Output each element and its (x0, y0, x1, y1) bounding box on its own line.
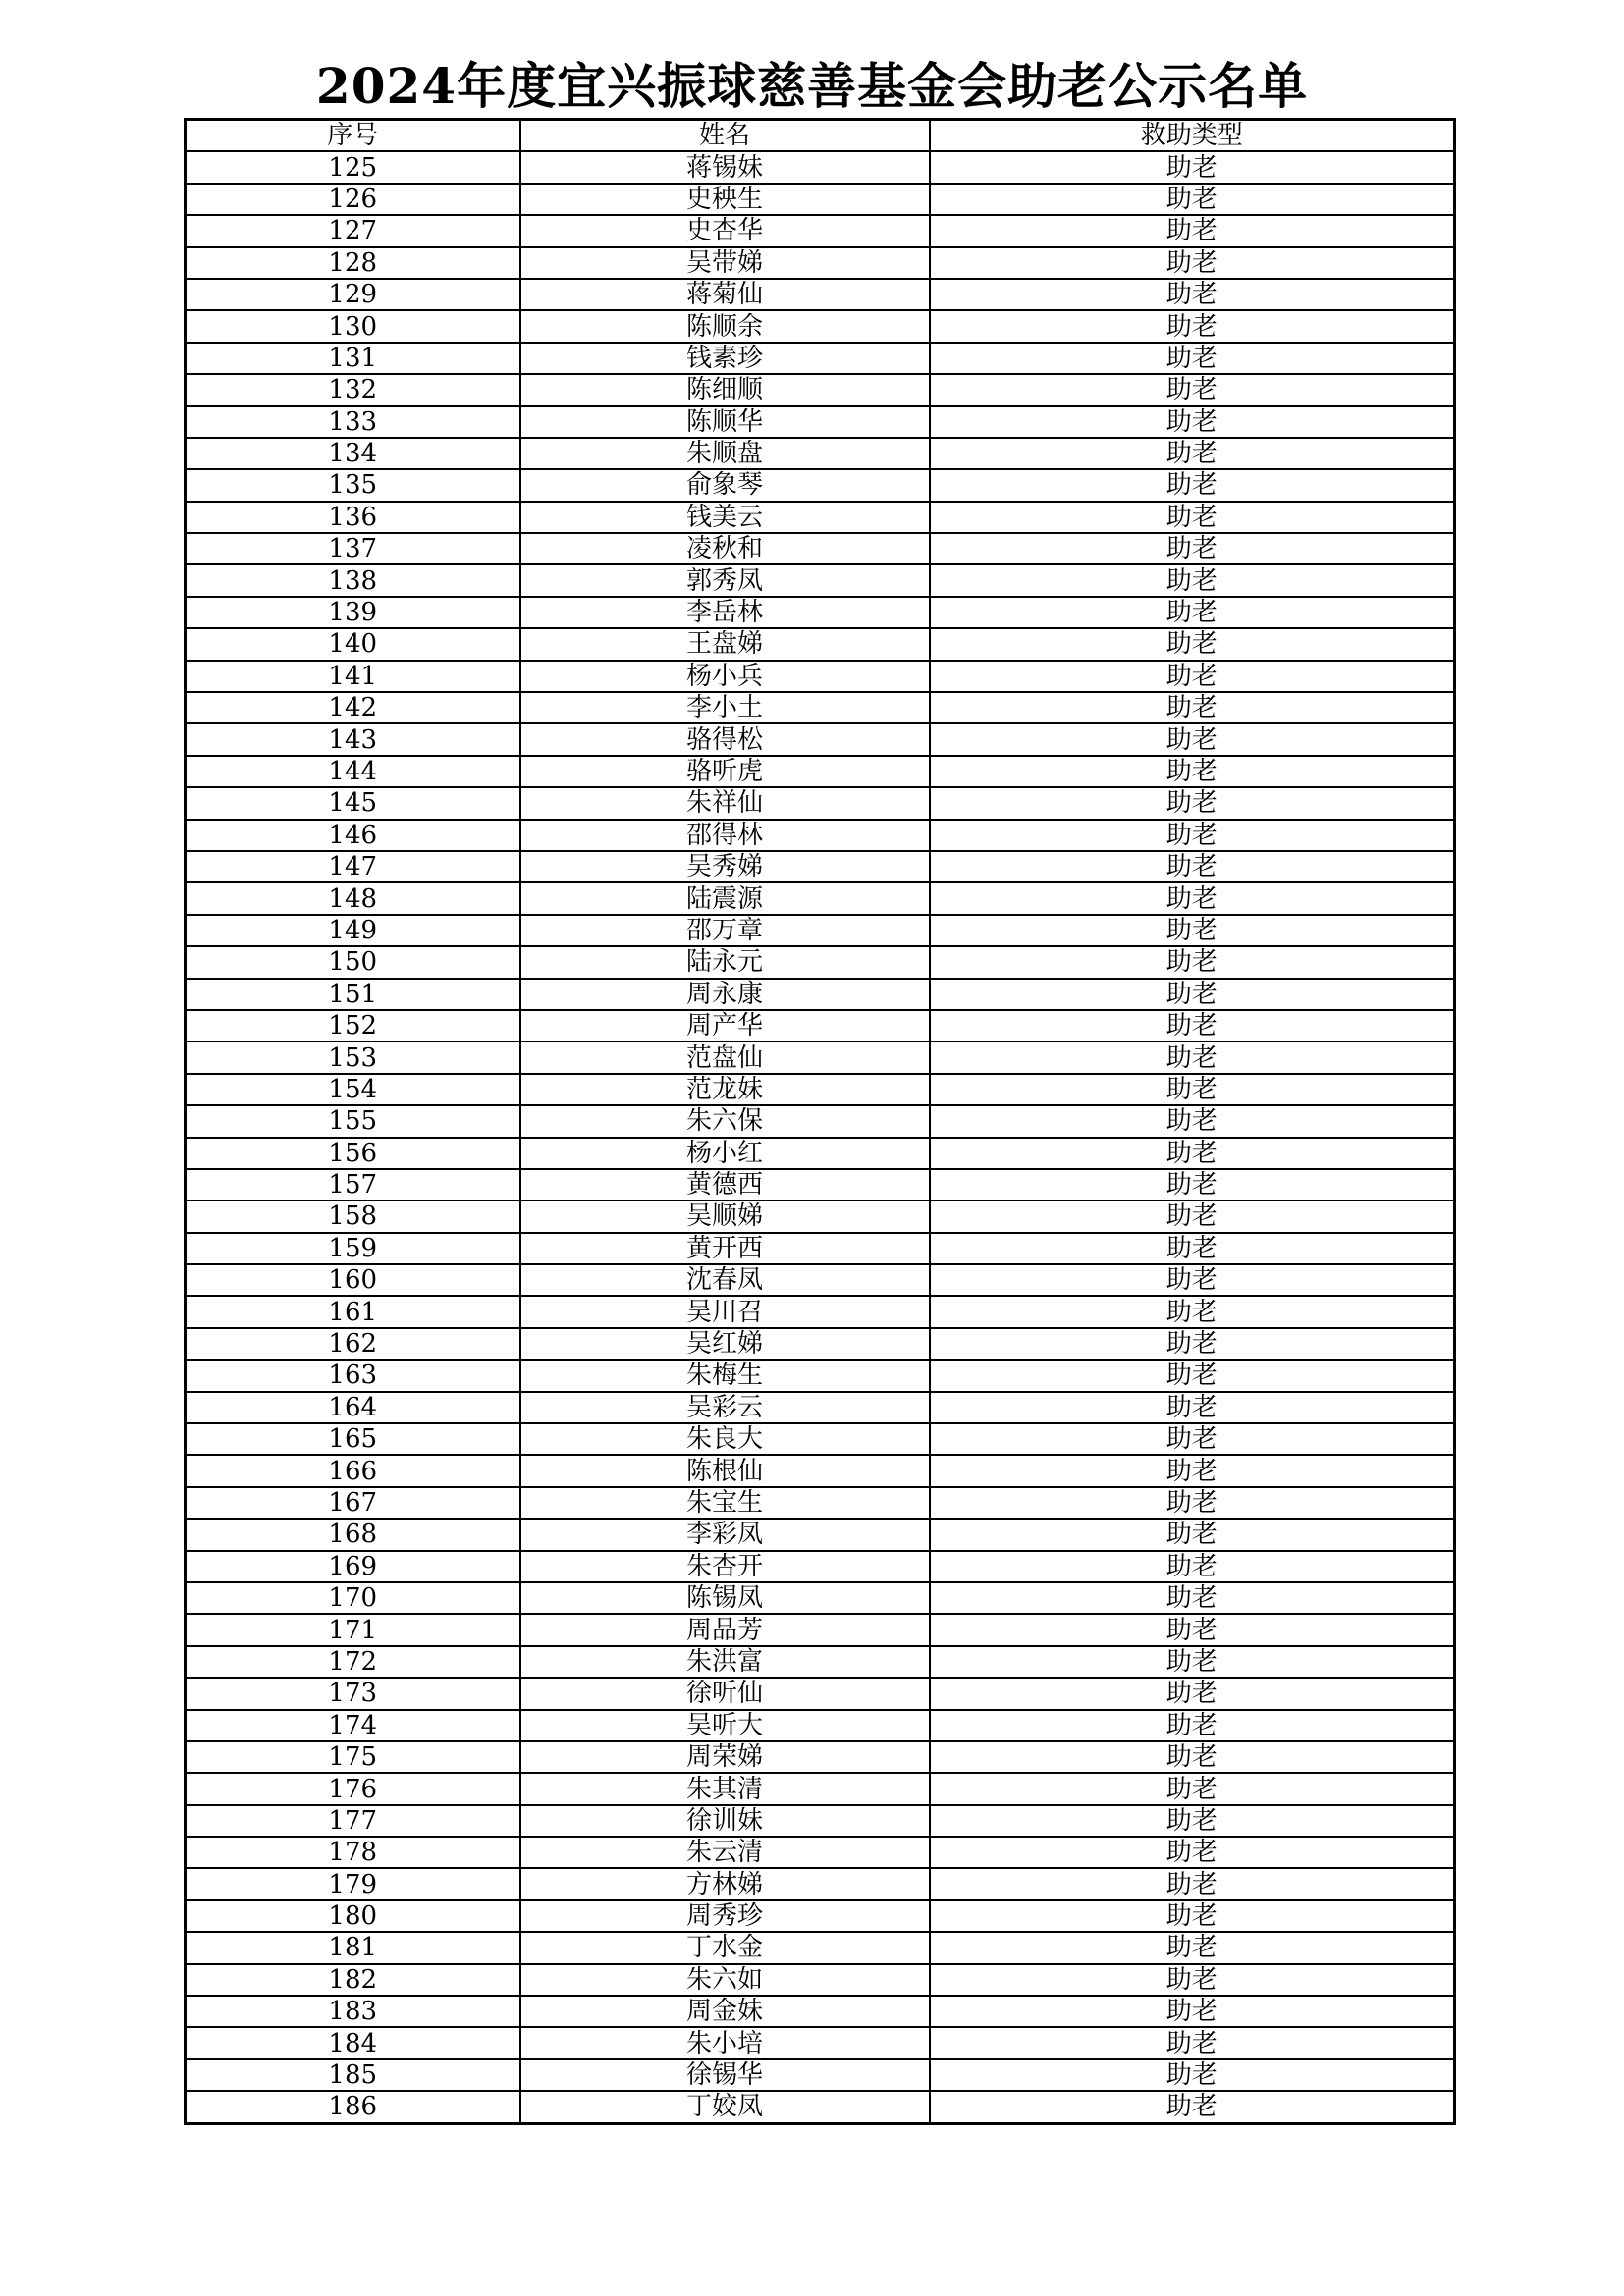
table-row (186, 215, 1455, 246)
row-index: 182 (186, 1964, 520, 1996)
row-index: 171 (186, 1614, 520, 1645)
row-index: 156 (186, 1138, 520, 1169)
row-aid-type: 助老 (930, 1105, 1455, 1137)
row-aid-type: 助老 (930, 946, 1455, 978)
row-name: 朱良大 (520, 1423, 930, 1455)
row-name: 周品芳 (520, 1614, 930, 1645)
row-name: 朱洪富 (520, 1646, 930, 1678)
row-index: 163 (186, 1360, 520, 1391)
row-index: 131 (186, 343, 520, 374)
table-row (186, 1964, 1455, 1996)
row-index: 164 (186, 1392, 520, 1423)
row-index: 151 (186, 979, 520, 1010)
row-aid-type: 助老 (930, 1646, 1455, 1678)
row-aid-type: 助老 (930, 787, 1455, 819)
row-name: 凌秋和 (520, 533, 930, 564)
table-row (186, 1296, 1455, 1327)
row-index: 135 (186, 469, 520, 501)
table-row (186, 851, 1455, 882)
row-aid-type: 助老 (930, 406, 1455, 438)
row-name: 徐训妹 (520, 1805, 930, 1837)
row-aid-type: 助老 (930, 1169, 1455, 1201)
table-row (186, 1996, 1455, 2027)
row-name: 邵万章 (520, 915, 930, 946)
row-name: 周永康 (520, 979, 930, 1010)
row-name: 丁姣凤 (520, 2091, 930, 2123)
table-row (186, 1678, 1455, 1709)
row-index: 136 (186, 502, 520, 533)
row-index: 154 (186, 1074, 520, 1105)
row-aid-type: 助老 (930, 851, 1455, 882)
table-row (186, 1646, 1455, 1678)
header-aid-type: 救助类型 (930, 120, 1455, 152)
row-aid-type: 助老 (930, 1519, 1455, 1550)
table-row (186, 882, 1455, 914)
row-aid-type: 助老 (930, 1932, 1455, 1963)
row-index: 178 (186, 1837, 520, 1868)
table-row (186, 469, 1455, 501)
table-row (186, 1041, 1455, 1073)
row-aid-type: 助老 (930, 2027, 1455, 2058)
row-index: 175 (186, 1741, 520, 1773)
row-aid-type: 助老 (930, 2059, 1455, 2091)
table-row (186, 915, 1455, 946)
table-row (186, 1868, 1455, 1899)
table-row (186, 2091, 1455, 2123)
row-index: 126 (186, 184, 520, 215)
table-row (186, 597, 1455, 628)
row-name: 沈春凤 (520, 1264, 930, 1296)
table-row (186, 2027, 1455, 2058)
row-name: 吴红娣 (520, 1328, 930, 1360)
row-name: 杨小兵 (520, 661, 930, 692)
row-aid-type: 助老 (930, 628, 1455, 660)
table-row (186, 564, 1455, 596)
table-row (186, 1519, 1455, 1550)
row-index: 138 (186, 564, 520, 596)
row-aid-type: 助老 (930, 1678, 1455, 1709)
row-index: 158 (186, 1201, 520, 1232)
row-name: 骆听虎 (520, 756, 930, 787)
row-index: 162 (186, 1328, 520, 1360)
row-name: 范龙妹 (520, 1074, 930, 1105)
table-row (186, 1138, 1455, 1169)
row-aid-type: 助老 (930, 1138, 1455, 1169)
row-name: 周荣娣 (520, 1741, 930, 1773)
row-aid-type: 助老 (930, 247, 1455, 279)
row-index: 165 (186, 1423, 520, 1455)
table-row (186, 628, 1455, 660)
table-row (186, 1773, 1455, 1804)
row-index: 139 (186, 597, 520, 628)
table-row (186, 438, 1455, 469)
row-aid-type: 助老 (930, 1074, 1455, 1105)
row-name: 朱杏开 (520, 1551, 930, 1582)
row-name: 陈根仙 (520, 1455, 930, 1486)
row-aid-type: 助老 (930, 1837, 1455, 1868)
row-aid-type: 助老 (930, 979, 1455, 1010)
row-name: 吴川召 (520, 1296, 930, 1327)
row-name: 钱素珍 (520, 343, 930, 374)
row-aid-type: 助老 (930, 597, 1455, 628)
row-index: 153 (186, 1041, 520, 1073)
row-name: 丁水金 (520, 1932, 930, 1963)
row-index: 186 (186, 2091, 520, 2123)
table-row (186, 310, 1455, 342)
table-row (186, 1264, 1455, 1296)
row-index: 133 (186, 406, 520, 438)
row-aid-type: 助老 (930, 692, 1455, 723)
table-row (186, 661, 1455, 692)
row-index: 137 (186, 533, 520, 564)
row-index: 147 (186, 851, 520, 882)
row-index: 179 (186, 1868, 520, 1899)
row-index: 125 (186, 151, 520, 183)
row-name: 朱祥仙 (520, 787, 930, 819)
row-aid-type: 助老 (930, 438, 1455, 469)
row-aid-type: 助老 (930, 279, 1455, 310)
table-row (186, 1328, 1455, 1360)
row-index: 146 (186, 820, 520, 851)
row-aid-type: 助老 (930, 1328, 1455, 1360)
table-row (186, 1614, 1455, 1645)
row-name: 周产华 (520, 1010, 930, 1041)
row-aid-type: 助老 (930, 1805, 1455, 1837)
table-row (186, 151, 1455, 183)
table-row (186, 1233, 1455, 1264)
table-row (186, 946, 1455, 978)
table-row (186, 184, 1455, 215)
row-name: 吴彩云 (520, 1392, 930, 1423)
row-name: 陈锡凤 (520, 1582, 930, 1614)
row-name: 陈顺华 (520, 406, 930, 438)
page-title: 2024年度宜兴振球慈善基金会助老公示名单 (315, 57, 1309, 115)
row-name: 王盘娣 (520, 628, 930, 660)
row-aid-type: 助老 (930, 1551, 1455, 1582)
row-aid-type: 助老 (930, 184, 1455, 215)
table-row (186, 1710, 1455, 1741)
row-index: 177 (186, 1805, 520, 1837)
table-row (186, 1169, 1455, 1201)
row-index: 132 (186, 374, 520, 405)
row-index: 145 (186, 787, 520, 819)
row-name: 史杏华 (520, 215, 930, 246)
row-name: 陈顺余 (520, 310, 930, 342)
table-row (186, 1010, 1455, 1041)
row-aid-type: 助老 (930, 533, 1455, 564)
row-aid-type: 助老 (930, 1582, 1455, 1614)
row-index: 159 (186, 1233, 520, 1264)
row-index: 172 (186, 1646, 520, 1678)
row-name: 吴顺娣 (520, 1201, 930, 1232)
table-row (186, 756, 1455, 787)
row-name: 钱美云 (520, 502, 930, 533)
table-row (186, 1805, 1455, 1837)
table-row (186, 279, 1455, 310)
table-row (186, 2059, 1455, 2091)
row-index: 127 (186, 215, 520, 246)
row-index: 166 (186, 1455, 520, 1486)
beneficiary-table (184, 118, 1456, 2125)
row-name: 李岳林 (520, 597, 930, 628)
row-aid-type: 助老 (930, 1041, 1455, 1073)
table-row (186, 247, 1455, 279)
row-aid-type: 助老 (930, 2091, 1455, 2123)
table-row (186, 1201, 1455, 1232)
table-row (186, 1837, 1455, 1868)
row-aid-type: 助老 (930, 151, 1455, 183)
row-name: 方林娣 (520, 1868, 930, 1899)
row-name: 朱其清 (520, 1773, 930, 1804)
row-aid-type: 助老 (930, 882, 1455, 914)
row-name: 蒋菊仙 (520, 279, 930, 310)
row-name: 陆震源 (520, 882, 930, 914)
row-index: 142 (186, 692, 520, 723)
row-aid-type: 助老 (930, 1741, 1455, 1773)
row-index: 181 (186, 1932, 520, 1963)
row-index: 140 (186, 628, 520, 660)
row-index: 143 (186, 723, 520, 755)
row-name: 朱小培 (520, 2027, 930, 2058)
row-index: 169 (186, 1551, 520, 1582)
table-row (186, 1392, 1455, 1423)
row-name: 郭秀凤 (520, 564, 930, 596)
row-name: 蒋锡妹 (520, 151, 930, 183)
row-name: 吴听大 (520, 1710, 930, 1741)
row-name: 范盘仙 (520, 1041, 930, 1073)
header-name: 姓名 (520, 120, 930, 152)
row-name: 朱梅生 (520, 1360, 930, 1391)
row-aid-type: 助老 (930, 1964, 1455, 1996)
row-index: 173 (186, 1678, 520, 1709)
row-index: 157 (186, 1169, 520, 1201)
row-index: 167 (186, 1487, 520, 1519)
row-aid-type: 助老 (930, 1996, 1455, 2027)
table-row (186, 343, 1455, 374)
row-index: 152 (186, 1010, 520, 1041)
row-aid-type: 助老 (930, 1010, 1455, 1041)
row-aid-type: 助老 (930, 756, 1455, 787)
row-aid-type: 助老 (930, 1614, 1455, 1645)
row-aid-type: 助老 (930, 1201, 1455, 1232)
row-aid-type: 助老 (930, 1233, 1455, 1264)
row-aid-type: 助老 (930, 1487, 1455, 1519)
row-aid-type: 助老 (930, 1296, 1455, 1327)
row-aid-type: 助老 (930, 502, 1455, 533)
row-aid-type: 助老 (930, 820, 1455, 851)
table-row (186, 692, 1455, 723)
table-row (186, 1423, 1455, 1455)
row-aid-type: 助老 (930, 1900, 1455, 1932)
row-aid-type: 助老 (930, 1455, 1455, 1486)
row-index: 161 (186, 1296, 520, 1327)
row-aid-type: 助老 (930, 723, 1455, 755)
row-index: 148 (186, 882, 520, 914)
row-index: 180 (186, 1900, 520, 1932)
row-index: 141 (186, 661, 520, 692)
row-name: 史秧生 (520, 184, 930, 215)
row-aid-type: 助老 (930, 469, 1455, 501)
row-aid-type: 助老 (930, 1773, 1455, 1804)
row-index: 176 (186, 1773, 520, 1804)
row-name: 邵得林 (520, 820, 930, 851)
row-aid-type: 助老 (930, 564, 1455, 596)
row-name: 李小土 (520, 692, 930, 723)
row-aid-type: 助老 (930, 1392, 1455, 1423)
row-name: 俞象琴 (520, 469, 930, 501)
row-aid-type: 助老 (930, 1264, 1455, 1296)
table-row (186, 979, 1455, 1010)
table-row (186, 787, 1455, 819)
row-name: 朱六如 (520, 1964, 930, 1996)
row-name: 周秀珍 (520, 1900, 930, 1932)
row-index: 183 (186, 1996, 520, 2027)
row-index: 149 (186, 915, 520, 946)
row-name: 徐听仙 (520, 1678, 930, 1709)
row-aid-type: 助老 (930, 343, 1455, 374)
row-name: 黄开西 (520, 1233, 930, 1264)
table-row (186, 1487, 1455, 1519)
table-row (186, 374, 1455, 405)
row-aid-type: 助老 (930, 1868, 1455, 1899)
row-name: 杨小红 (520, 1138, 930, 1169)
table-row (186, 1074, 1455, 1105)
row-name: 周金妹 (520, 1996, 930, 2027)
table-row (186, 1741, 1455, 1773)
table-row (186, 1455, 1455, 1486)
row-name: 黄德西 (520, 1169, 930, 1201)
row-index: 150 (186, 946, 520, 978)
row-index: 170 (186, 1582, 520, 1614)
table-row (186, 1551, 1455, 1582)
row-index: 184 (186, 2027, 520, 2058)
row-index: 128 (186, 247, 520, 279)
row-aid-type: 助老 (930, 915, 1455, 946)
row-index: 155 (186, 1105, 520, 1137)
row-index: 134 (186, 438, 520, 469)
row-name: 陈细顺 (520, 374, 930, 405)
table-row (186, 1582, 1455, 1614)
row-name: 朱六保 (520, 1105, 930, 1137)
table-header-row (186, 120, 1455, 152)
row-name: 吴带娣 (520, 247, 930, 279)
row-index: 130 (186, 310, 520, 342)
row-aid-type: 助老 (930, 1423, 1455, 1455)
row-index: 144 (186, 756, 520, 787)
row-name: 朱顺盘 (520, 438, 930, 469)
table-row (186, 820, 1455, 851)
row-name: 朱云清 (520, 1837, 930, 1868)
table-row (186, 1932, 1455, 1963)
row-aid-type: 助老 (930, 1710, 1455, 1741)
table-row (186, 1900, 1455, 1932)
row-aid-type: 助老 (930, 310, 1455, 342)
row-name: 骆得松 (520, 723, 930, 755)
table-row (186, 1105, 1455, 1137)
row-name: 李彩凤 (520, 1519, 930, 1550)
table-row (186, 406, 1455, 438)
row-aid-type: 助老 (930, 374, 1455, 405)
row-aid-type: 助老 (930, 215, 1455, 246)
table-row (186, 502, 1455, 533)
row-index: 129 (186, 279, 520, 310)
row-name: 吴秀娣 (520, 851, 930, 882)
row-name: 徐锡华 (520, 2059, 930, 2091)
row-aid-type: 助老 (930, 661, 1455, 692)
header-index: 序号 (186, 120, 520, 152)
table-row (186, 723, 1455, 755)
table-row (186, 533, 1455, 564)
row-index: 168 (186, 1519, 520, 1550)
row-index: 174 (186, 1710, 520, 1741)
row-name: 朱宝生 (520, 1487, 930, 1519)
row-aid-type: 助老 (930, 1360, 1455, 1391)
row-index: 160 (186, 1264, 520, 1296)
table-row (186, 1360, 1455, 1391)
row-name: 陆永元 (520, 946, 930, 978)
row-index: 185 (186, 2059, 520, 2091)
